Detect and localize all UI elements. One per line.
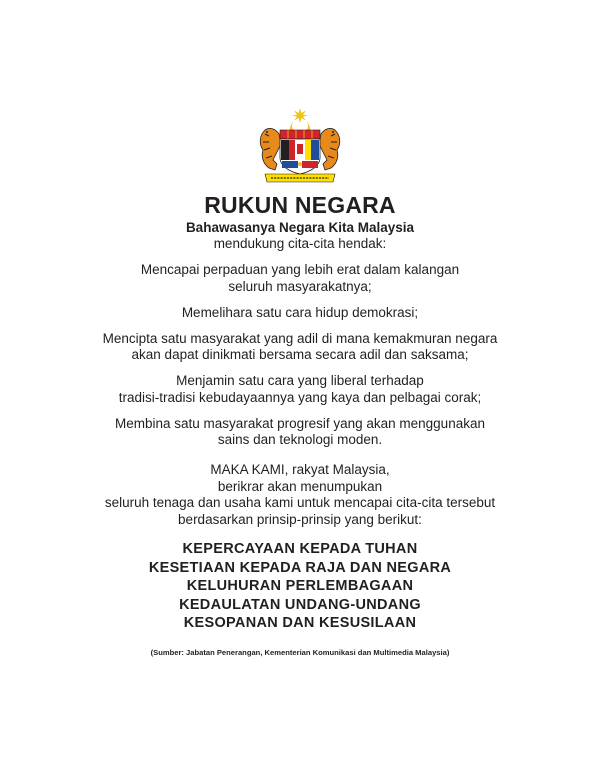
pledge-line: MAKA KAMI, rakyat Malaysia,	[210, 462, 390, 477]
document-subtitle: Bahawasanya Negara Kita Malaysia	[185, 220, 415, 235]
aim-line: Memelihara satu cara hidup demokrasi;	[181, 304, 419, 320]
aim-line: Menjamin satu cara yang liberal terhadap	[176, 373, 424, 388]
principle-item: KESOPANAN DAN KESUSILAAN	[183, 615, 417, 632]
intro-line: mendukung cita-cita hendak:	[213, 236, 387, 251]
pledge-line: berikrar akan menumpukan	[217, 478, 383, 494]
aim-line: Mencapai perpaduan yang lebih erat dalam kalangan	[140, 262, 460, 277]
source-note: (Sumber: Jabatan Penerangan, Kementerian Komunikasi dan Multimedia Malaysia)	[150, 648, 450, 657]
principle-item: KESETIAAN KEPADA RAJA DAN NEGARA	[148, 559, 452, 576]
aim-line: seluruh masyarakatnya;	[228, 278, 372, 294]
aim-line: tradisi-tradisi kebudayaannya yang kaya dan pelbagai corak;	[118, 389, 482, 405]
principle-item: KEPERCAYAAN KEPADA TUHAN	[182, 541, 418, 557]
aim-line: akan dapat dinikmati bersama secara adil dan saksama;	[131, 347, 469, 362]
aim-item	[0, 373, 600, 406]
principle-item: KELUHURAN PERLEMBAGAAN	[186, 578, 414, 595]
aim-item	[0, 416, 600, 449]
principle-item: KEDAULATAN UNDANG-UNDANG	[179, 596, 421, 613]
pledge-paragraph	[0, 462, 600, 528]
pledge-line: berdasarkan prinsip-prinsip yang berikut:	[178, 511, 422, 527]
aim-line: Mencipta satu masyarakat yang adil di mana kemakmuran negara	[102, 330, 498, 346]
pledge-line: seluruh tenaga dan usaha kami untuk mencapai cita-cita tersebut	[104, 495, 496, 510]
aim-item	[0, 331, 600, 364]
aim-item	[0, 305, 600, 322]
principles-list	[0, 540, 600, 633]
aim-line: sains dan teknologi moden.	[217, 432, 383, 447]
aims-list	[0, 262, 600, 458]
malaysia-coat-of-arms-icon	[255, 108, 345, 186]
document-title: RUKUN NEGARA	[204, 192, 396, 218]
aim-item	[0, 262, 600, 295]
aim-line: Membina satu masyarakat progresif yang akan menggunakan	[115, 415, 485, 431]
